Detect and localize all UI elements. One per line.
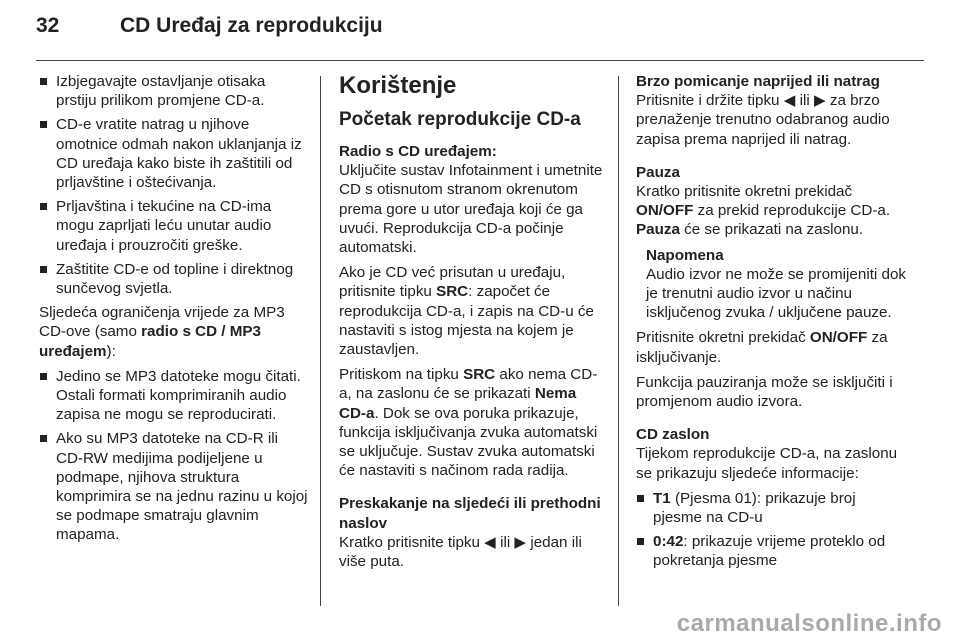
bullet-square-icon — [637, 495, 644, 502]
page-number: 32 — [36, 14, 60, 37]
ff-heading: Brzo pomicanje naprijed ili natrag — [636, 73, 880, 90]
bullet-square-icon — [40, 203, 47, 210]
watermark: carmanualsonline.info — [676, 610, 942, 637]
radio-cd-label: Radio s CD uređajem: — [339, 143, 497, 160]
list-item: Jedino se MP3 datoteke mogu čitati. Ostali formati komprimiranih audio zapisa ne mogu se reproducirati. — [39, 367, 309, 425]
pause-function-text: Funkcija pauziranja može se isključiti i promjenom audio izvora. — [636, 373, 893, 411]
list-item: T1 (Pjesma 01): prikazuje broj pjesme na CD-u — [636, 489, 906, 527]
note-box — [636, 246, 906, 323]
restrictions-paragraph: Sljedeća ograničenja vrijede za MP3 CD-ove (samo radio s CD / MP3 uređajem): — [39, 304, 285, 360]
bullet-square-icon — [40, 266, 47, 273]
list-item: Ako su MP3 datoteke na CD-R ili CD-RW medijima podijeljene u podmape, njihova struktura komprimira se na jednu razinu u kojoj se podmape smatraju glavnim mapama. — [39, 429, 309, 544]
skip-heading: Preskakanje na sljedeći ili prethodni naslov — [339, 495, 601, 532]
bullet-square-icon — [40, 373, 47, 380]
column-1 — [39, 72, 309, 550]
display-heading: CD zaslon — [636, 426, 710, 444]
list-item: CD-e vratite natrag u njihove omotnice odmah nakon uklanjanja iz CD uređaja kako biste ih zaštitili od prljavštine i oštećivanja. — [39, 115, 309, 192]
column-2 — [339, 72, 605, 577]
list-item: Prljavština i tekućine na CD-ima mogu zaprljati leću unutar audio uređaja i prouzročiti greške. — [39, 197, 309, 255]
paragraph-src: Ako je CD već prisutan u uređaju, pritisnite tipku SRC: započet će reprodukcija CD-a, i zapis na CD-u će nastaviti s istog mjesta na kojem je zaustavljen. — [339, 264, 594, 359]
pause-heading: Pauza — [636, 163, 680, 181]
bullet-square-icon — [40, 121, 47, 128]
radio-cd-text: Uključite sustav Infotainment i umetnite CD s otisnutom stranom okrenutom prema gore u utor uređaja koji će ga uvući. Reprodukcija CD-a počinje automatski. — [339, 162, 603, 257]
paragraph-no-cd: Pritiskom na tipku SRC ako nema CD-a, na zaslonu će se prikazati Nema CD-a. Dok se ova poruka prikazuje, funkcija isključivanja zvuka automatski se uključuje. Sustav zvuka automatski će nastaviti s načinom rada radija. — [339, 366, 598, 480]
subsection-heading: Početak reprodukcije CD-a — [339, 109, 581, 130]
header-rule — [36, 60, 924, 61]
pause-text: Kratko pritisnite okretni prekidač ON/OFF za prekid reprodukcije CD-a. — [636, 183, 891, 220]
note-heading: Napomena — [646, 246, 724, 264]
list-item: Izbjegavajte ostavljanje otisaka prstiju prilikom promjene CD-a. — [39, 72, 309, 110]
display-text: Tijekom reprodukcije CD-a, na zaslonu se prikazuju sljedeće informacije: — [636, 445, 898, 482]
note-text: Audio izvor ne može se promijeniti dok je trenutni audio izvor u načinu isključenog zvuka / uključene pauze. — [646, 265, 906, 322]
bullet-square-icon — [40, 435, 47, 442]
list-item: Zaštitite CD-e od topline i direktnog sunčevog svjetla. — [39, 260, 309, 298]
section-heading: Korištenje — [339, 72, 457, 99]
page-title: CD Uređaj za reprodukciju — [120, 14, 383, 37]
list-item: 0:42: prikazuje vrijeme proteklo od pokretanja pjesme — [636, 532, 906, 570]
bullet-square-icon — [40, 78, 47, 85]
bullet-square-icon — [637, 538, 644, 545]
ff-text: Pritisnite i držite tipku ◀ ili ▶ za brzo preлаženje trenutno odabranog audio zapisa prema naprijed ili natrag. — [636, 92, 890, 148]
skip-text: Kratko pritisnite tipku ◀ ili ▶ jedan ili više puta. — [339, 533, 582, 571]
column-divider-2 — [618, 76, 619, 606]
column-3 — [636, 72, 906, 576]
column-divider-1 — [320, 76, 321, 606]
off-text: Pritisnite okretni prekidač ON/OFF za isključivanje. — [636, 329, 888, 366]
pause-display-text: Pauza će se prikazati na zaslonu. — [636, 221, 864, 239]
page-header — [36, 14, 924, 54]
